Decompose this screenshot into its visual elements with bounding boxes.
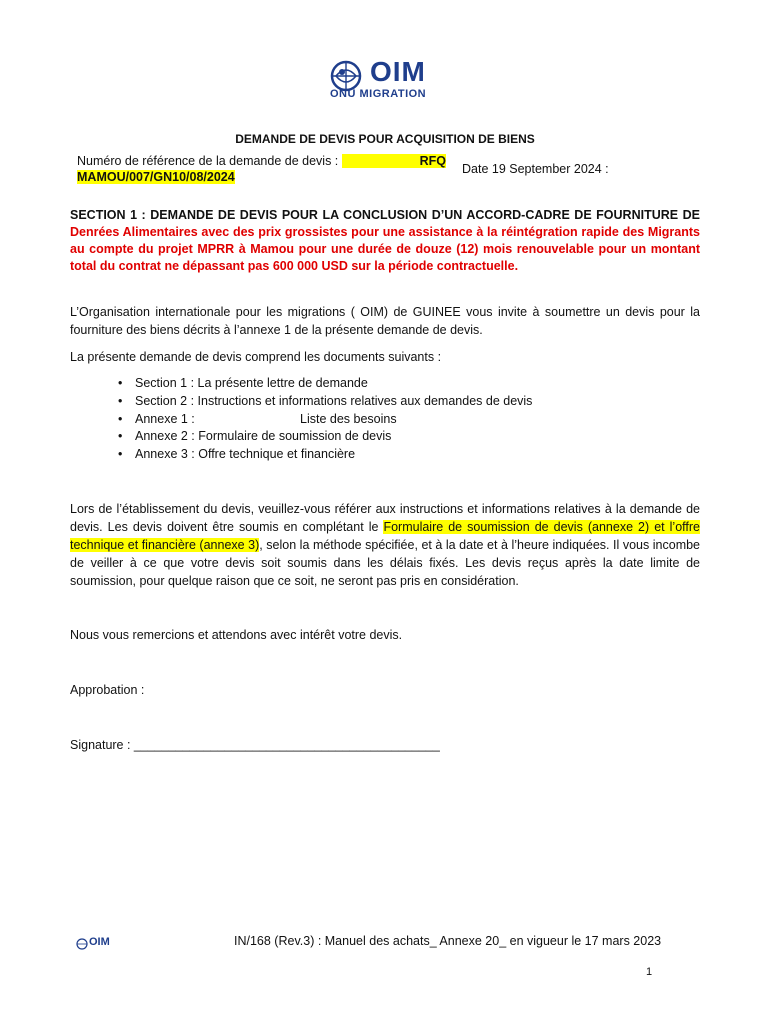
oim-logo	[328, 58, 444, 104]
list-item: • Annexe 1 : Liste des besoins	[118, 411, 532, 429]
bullet-icon: •	[118, 447, 123, 462]
document-date: Date 19 September 2024 :	[462, 162, 609, 176]
reference-number: MAMOU/007/GN10/08/2024	[77, 170, 235, 184]
approbation-label: Approbation :	[70, 683, 145, 697]
bullet-icon: •	[118, 376, 123, 390]
highlighted-forms: Formulaire de soumission de devis (annexe 2) et l’offre technique et financière (annexe 3)	[70, 520, 700, 552]
bullet-icon: •	[118, 411, 123, 426]
list-item: • Annexe 3 : Offre technique et financière	[118, 446, 532, 464]
bullet-icon: •	[118, 393, 123, 408]
bullet-icon: •	[118, 429, 123, 444]
logo-brand: OIM	[370, 56, 426, 87]
signature-line: Signature : ____________________________________________	[70, 738, 440, 752]
footer-logo-brand: OIM	[89, 936, 110, 948]
section-heading-black: SECTION 1 : DEMANDE DE DEVIS POUR LA CONCLUSION D’UN ACCORD-CADRE DE FOURNITURE DE	[70, 208, 700, 222]
reference-label: Numéro de référence de la demande de devis :	[77, 154, 412, 168]
instructions-paragraph: Lors de l’établissement du devis, veuillez-vous référer aux instructions et informations relatives à la demande de devis. Les devis doivent être soumis en complétant le Formulaire de soumission de devis (annexe 2) et l’offre technique et financière (annexe 3), selon la méthode spécifiée, et à la date et à l’heure indiquées. Il vous incombe de veiller à ce que votre devis soit soumis dans les délais fixés. Les devis reçus après la date limite de soumission, pour quelque raison que ce soit, ne seront pas pris en considération.	[70, 502, 701, 588]
thanks-text: Nous vous remercions et attendons avec intérêt votre devis.	[70, 628, 403, 642]
logo-subtitle: ONU MIGRATION	[330, 88, 427, 100]
documents-list	[118, 375, 532, 464]
footer-text: IN/168 (Rev.3) : Manuel des achats_ Annexe 20_ en vigueur le 17 mars 2023	[234, 934, 662, 948]
list-item: • Annexe 2 : Formulaire de soumission de devis	[118, 428, 532, 446]
section-heading	[70, 207, 700, 275]
documents-intro: La présente demande de devis comprend les documents suivants :	[70, 350, 442, 364]
footer-logo	[76, 937, 116, 953]
page-number: 1	[646, 966, 653, 978]
document-title: DEMANDE DE DEVIS POUR ACQUISITION DE BIENS	[235, 132, 535, 146]
list-item: • Section 2 : Instructions et informations relatives aux demandes de devis	[118, 393, 532, 411]
reference-prefix: RFQ	[350, 154, 446, 168]
footer-emblem-icon	[76, 938, 88, 950]
section-heading-red: Denrées Alimentaires avec des prix grossistes pour une assistance à la réintégration rapide des Migrants au compte du projet MPRR à Mamou pour une durée de douze (12) mois renouvelable pour un montant total du contrat ne dépassant pas 600 000 USD sur la période contractuelle.	[70, 225, 700, 273]
intro-paragraph: L’Organisation internationale pour les migrations ( OIM) de GUINEE vous invite à soumettre un devis pour la fourniture des biens décrits à l’annexe 1 de la présente demande de devis.	[70, 305, 700, 337]
list-item: • Section 1 : La présente lettre de demande	[118, 375, 532, 393]
